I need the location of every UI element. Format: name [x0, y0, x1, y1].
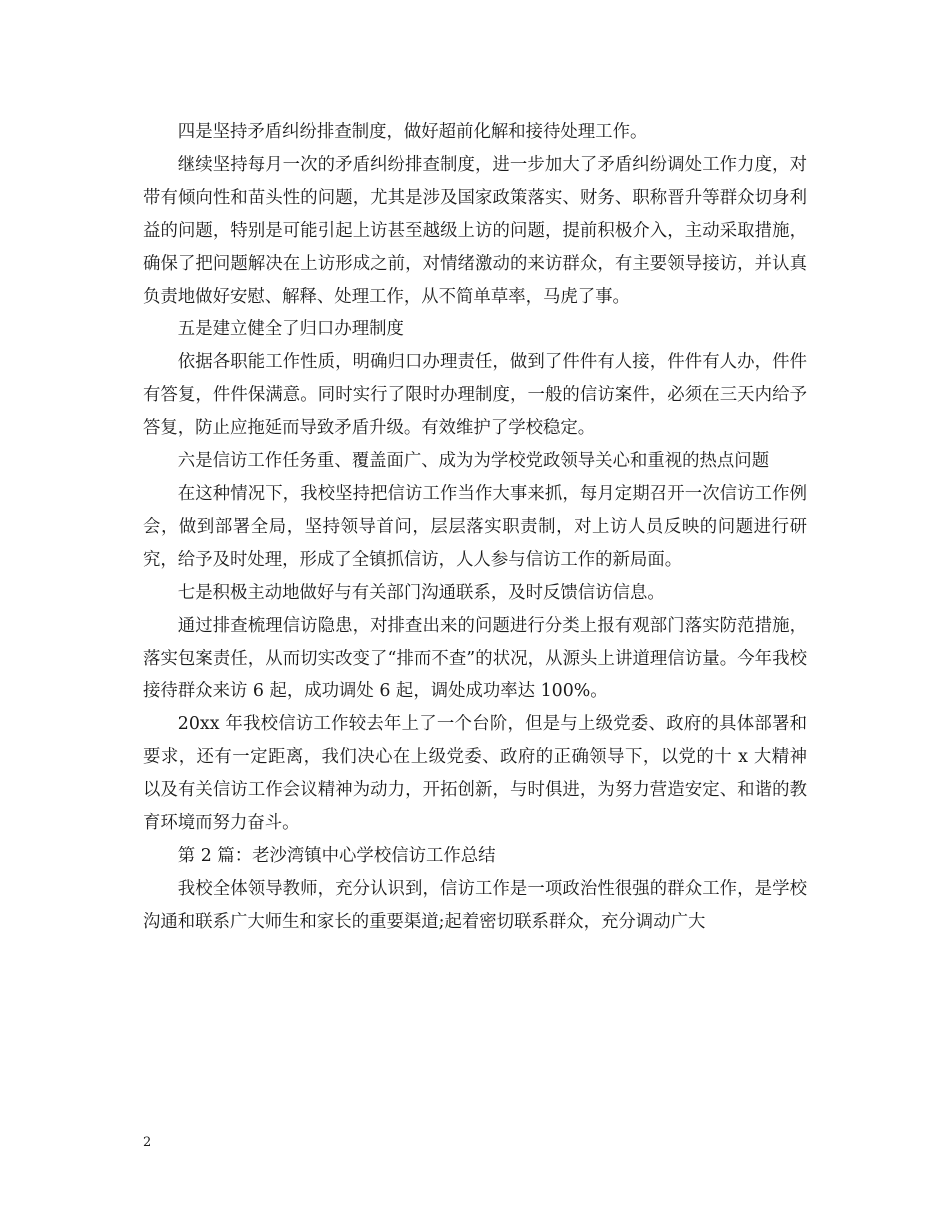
paragraph: 五是建立健全了归口办理制度 [177, 319, 404, 340]
paragraph: 我校全体领导教师，充分认识到，信访工作是一项政治性很强的群众工作，是学校沟通和联系广大师生和家长的重要渠道;起着密切联系群众，充分调动广大 [143, 878, 807, 932]
paragraph: 继续坚持每月一次的矛盾纠纷排查制度，进一步加大了矛盾纠纷调处工作力度，对带有倾向性和苗头性的问题，尤其是涉及国家政策落实、财务、职称晋升等群众切身利益的问题，特别是可能引起上访甚至越级上访的问题，提前积极介入，主动采取措施，确保了把问题解决在上访形成之前，对情绪激动的来访群众，有主要领导接访，并认真负责地做好安慰、解释、处理工作，从不简单草率，马虎了事。 [143, 154, 807, 307]
paragraph: 通过排查梳理信访隐患，对排查出来的问题进行分类上报有观部门落实防范措施，落实包案责任，从而切实改变了“排而不查”的状况，从源头上讲道理信访量。今年我校接待群众来访 6 起，成功调处 6 起，调处成功率达 100%。 [143, 615, 807, 702]
paragraph: 六是信访工作任务重、覆盖面广、成为为学校党政领导关心和重视的热点问题 [177, 451, 770, 472]
paragraph: 依据各职能工作性质，明确归口办理责任，做到了件件有人接，件件有人办，件件有答复，件件保满意。同时实行了限时办理制度，一般的信访案件，必须在三天内给予答复，防止应拖延而导致矛盾升级。有效维护了学校稳定。 [143, 352, 807, 439]
page-number: 2 [143, 1135, 152, 1150]
paragraph: 在这种情况下，我校坚持把信访工作当作大事来抓，每月定期召开一次信访工作例会，做到部署全局，坚持领导首问，层层落实职责制，对上访人员反映的问题进行研究，给予及时处理，形成了全镇抓信访，人人参与信访工作的新局面。 [143, 483, 807, 570]
paragraph: 20xx 年我校信访工作较去年上了一个台阶，但是与上级党委、政府的具体部署和要求，还有一定距离，我们决心在上级党委、政府的正确领导下，以党的十 x 大精神以及有关信访工作会议精神为动力，开拓创新，与时俱进，为努力营造安定、和谐的教育环境而努力奋斗。 [143, 714, 807, 834]
document-body [143, 116, 807, 939]
paragraph: 四是坚持矛盾纠纷排查制度，做好超前化解和接待处理工作。 [177, 122, 648, 142]
section-heading: 第 2 篇：老沙湾镇中心学校信访工作总结 [177, 845, 496, 866]
paragraph: 七是积极主动地做好与有关部门沟通联系，及时反馈信访信息。 [177, 582, 665, 603]
